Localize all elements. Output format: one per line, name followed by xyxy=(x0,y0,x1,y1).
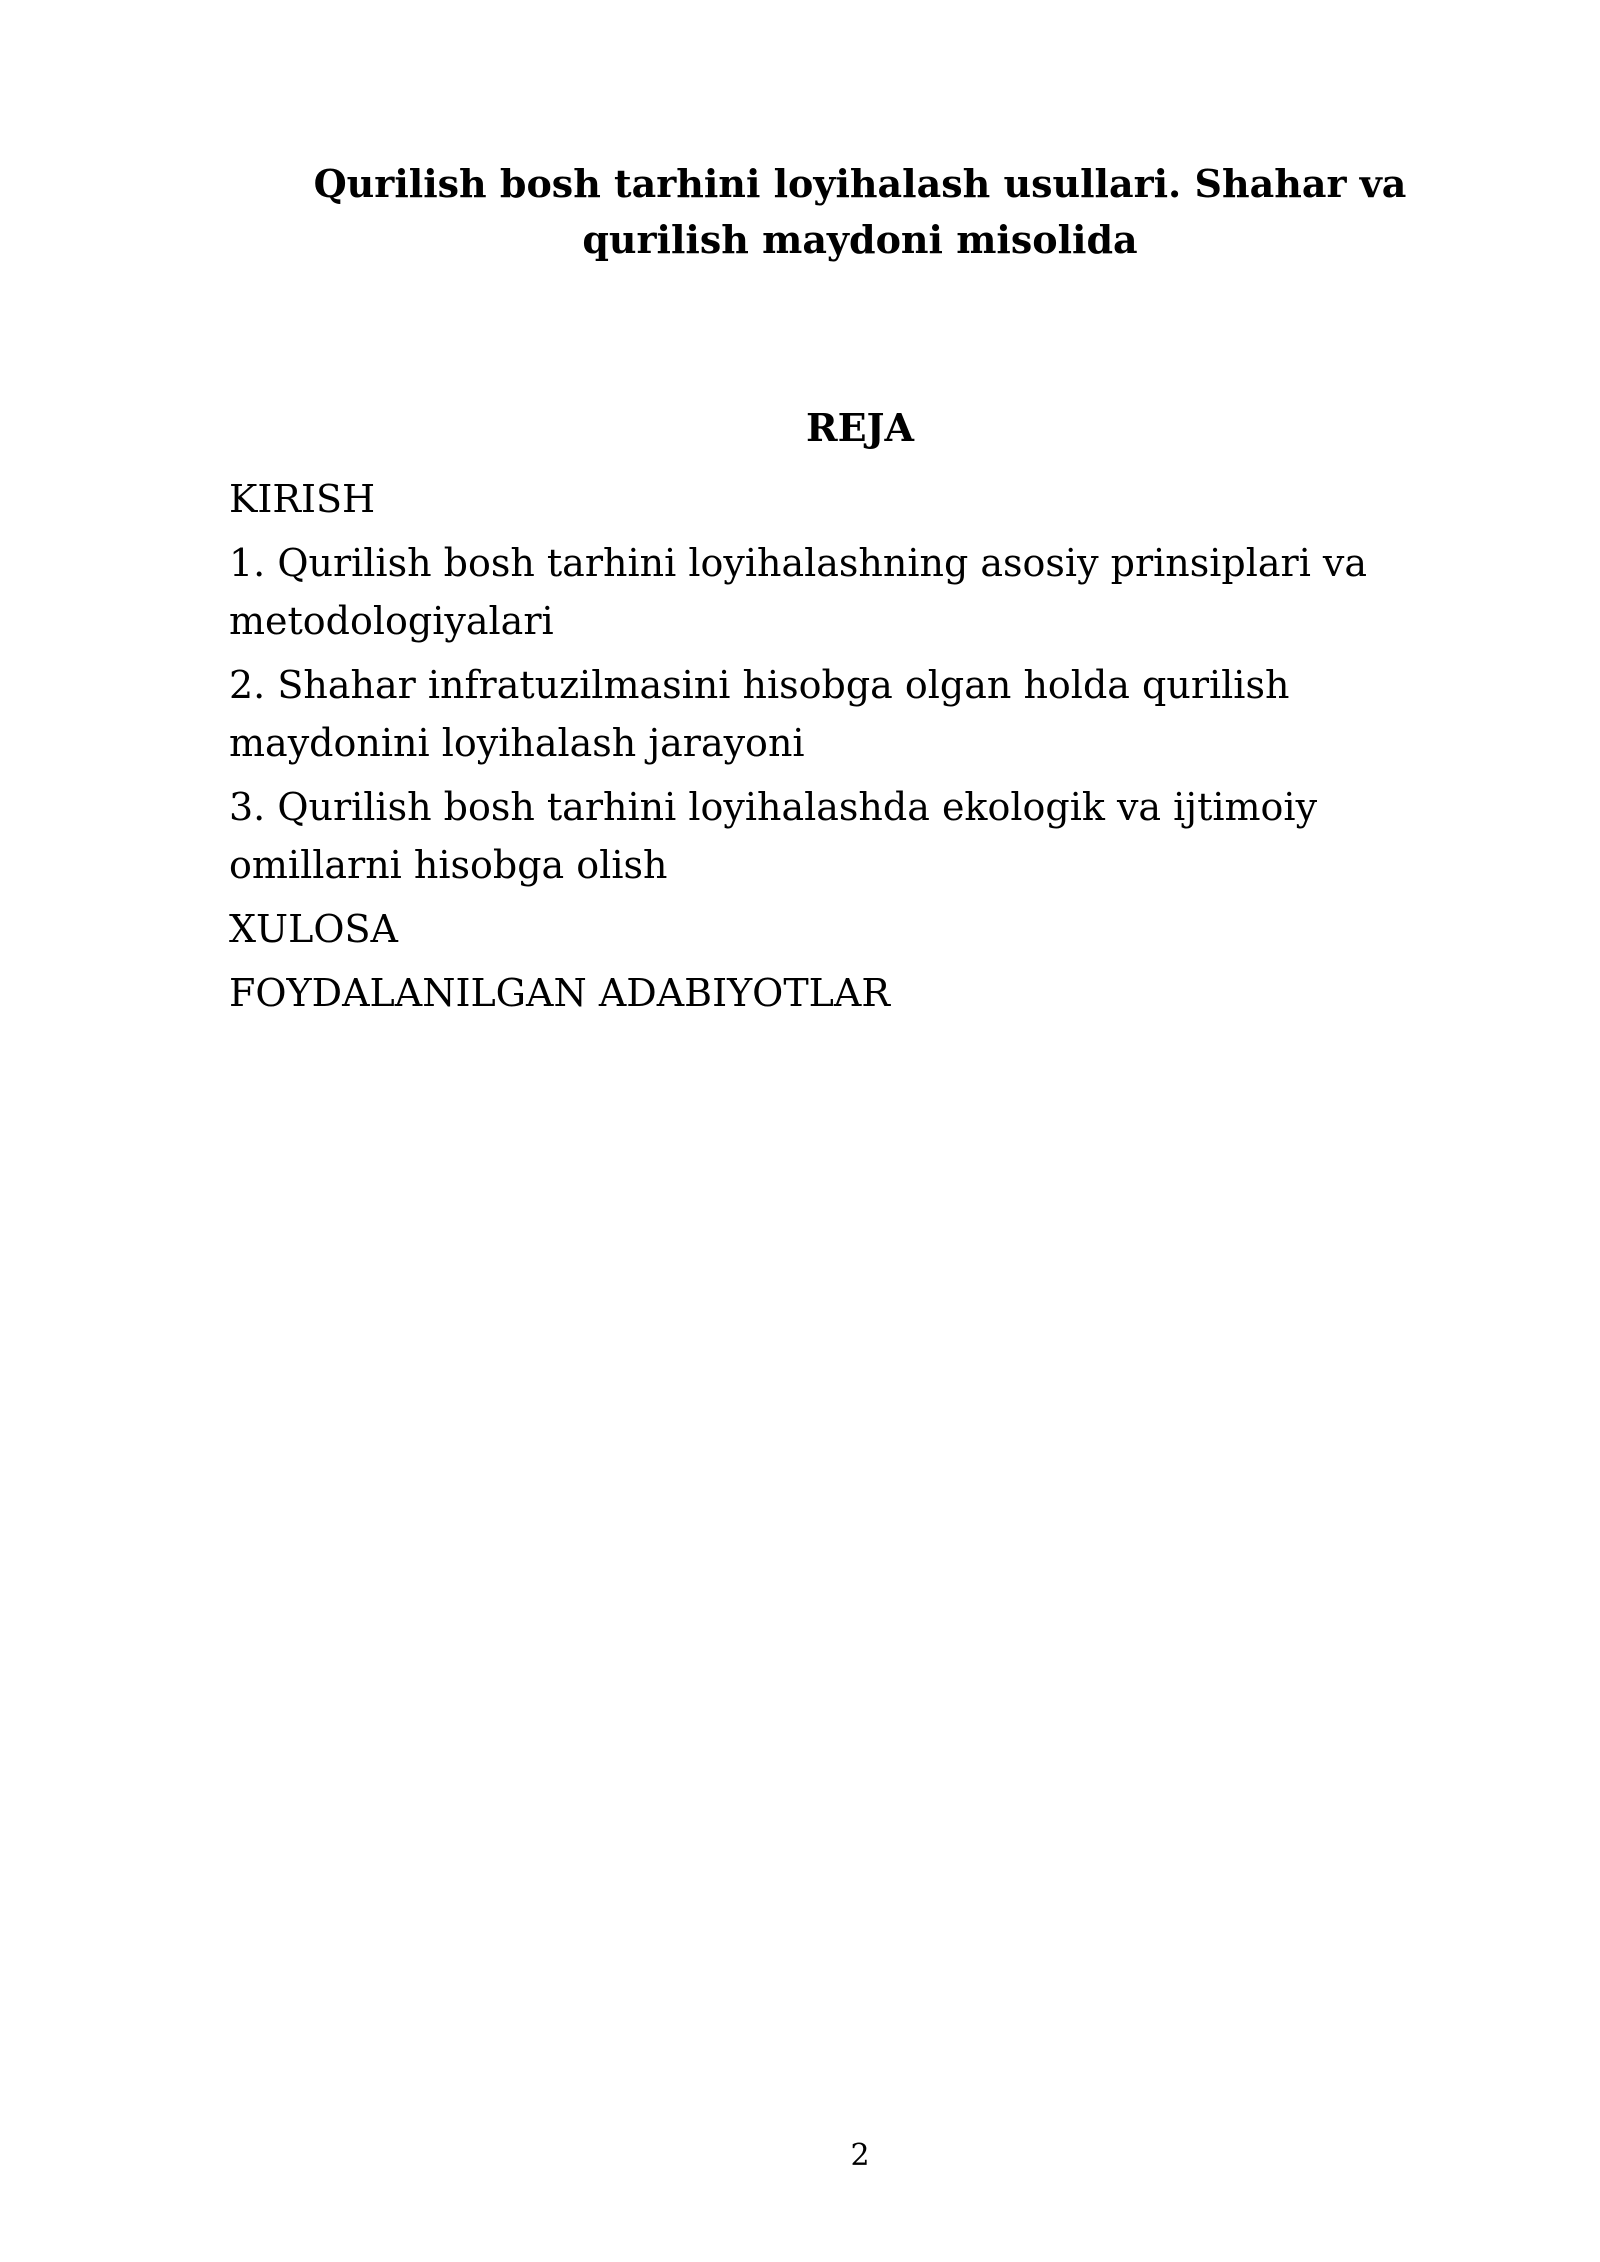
page-number: 2 xyxy=(850,2138,870,2173)
plan-item-3: 3. Qurilish bosh tarhini loyihalashda ekologik va ijtimoiy omillarni hisobga olish xyxy=(229,785,1318,887)
plan-item-references: FOYDALANILGAN ADABIYOTLAR xyxy=(229,971,890,1015)
plan-heading: REJA xyxy=(805,405,914,450)
plan-item-1: 1. Qurilish bosh tarhini loyihalashning asosiy prinsiplari va metodologiyalari xyxy=(229,541,1368,643)
plan-item-intro: KIRISH xyxy=(229,477,376,521)
document-title: Qurilish bosh tarhini loyihalash usullari. Shahar va qurilish maydoni misolida xyxy=(313,161,1407,262)
plan-item-conclusion: XULOSA xyxy=(229,907,398,951)
plan-item-2: 2. Shahar infratuzilmasini hisobga olgan holda qurilish maydonini loyihalash jarayoni xyxy=(229,663,1290,765)
plan-list xyxy=(229,470,1429,1028)
